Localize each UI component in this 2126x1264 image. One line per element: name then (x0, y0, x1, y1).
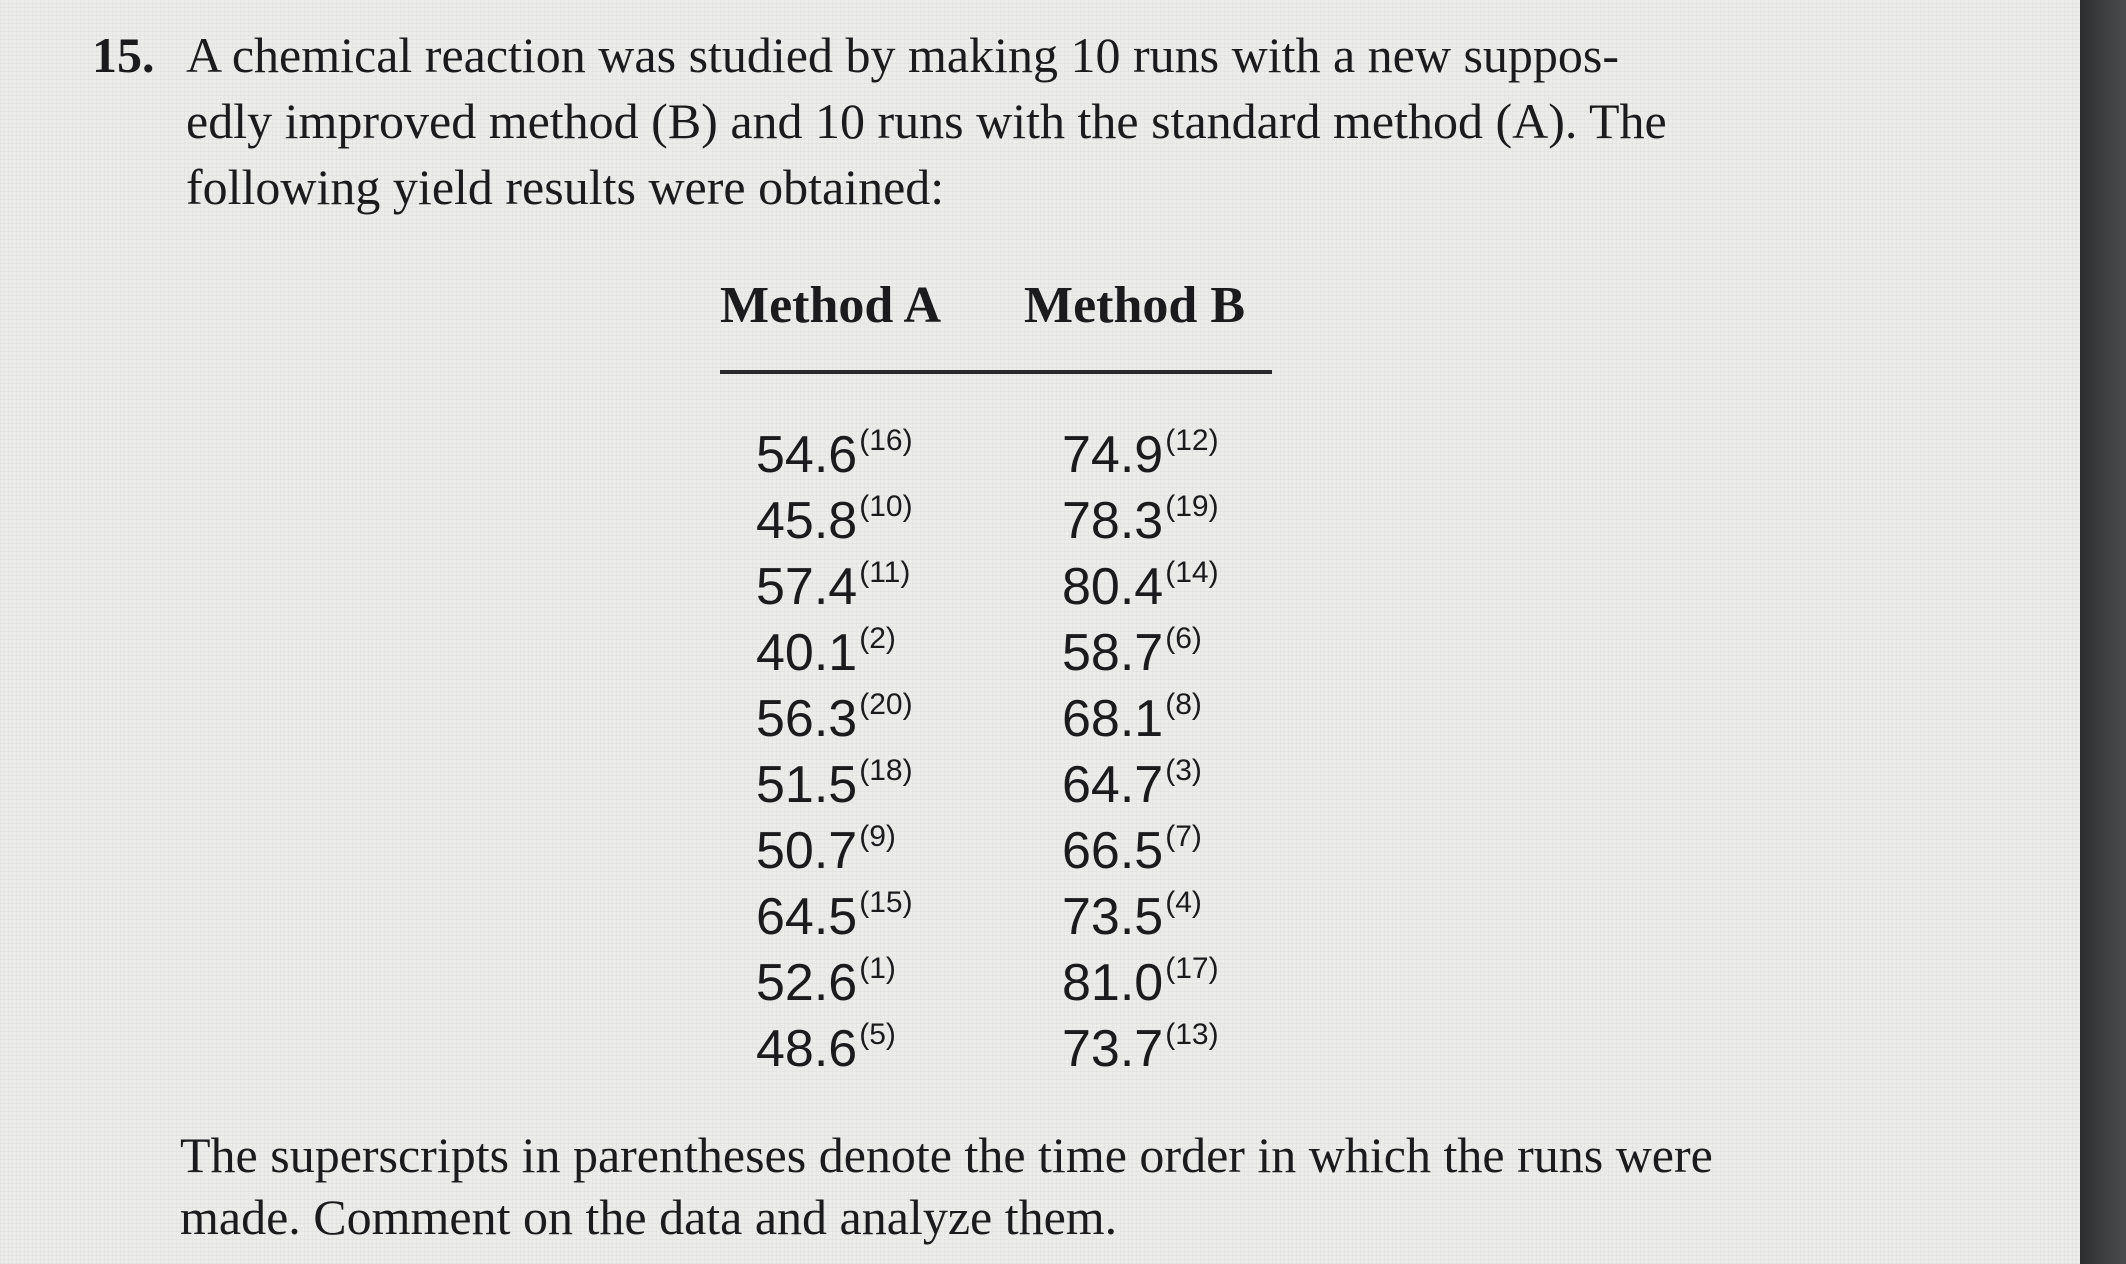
table-row (720, 1002, 1272, 1078)
run-order: (18) (859, 754, 913, 787)
run-order: (20) (859, 688, 913, 721)
table-row (720, 870, 1272, 946)
footnote-line: made. Comment on the data and analyze them. (180, 1189, 1118, 1245)
yield-value: 80.4 (1062, 558, 1164, 616)
yield-value: 73.7 (1062, 1020, 1164, 1078)
problem-number: 15. (92, 27, 155, 83)
method-a-yield (756, 1002, 896, 1082)
run-order: (11) (859, 556, 911, 589)
table-row (720, 474, 1272, 550)
run-order: (14) (1165, 556, 1219, 589)
yield-value: 81.0 (1062, 954, 1164, 1012)
run-order: (10) (859, 490, 913, 523)
run-order: (13) (1165, 1018, 1219, 1051)
table-row (720, 408, 1272, 484)
header-method-a: Method A (720, 277, 941, 334)
yield-value: 56.3 (756, 690, 858, 748)
yield-value: 68.1 (1062, 690, 1164, 748)
header-rule (720, 370, 1272, 374)
yield-value: 52.6 (756, 954, 858, 1012)
run-order: (1) (859, 952, 896, 985)
table-row (720, 606, 1272, 682)
table-row (720, 804, 1272, 880)
yield-value: 66.5 (1062, 822, 1164, 880)
yield-value: 64.5 (756, 888, 858, 946)
yield-value: 64.7 (1062, 756, 1164, 814)
yield-value: 51.5 (756, 756, 858, 814)
run-order: (3) (1165, 754, 1202, 787)
yield-value: 78.3 (1062, 492, 1164, 550)
method-b-yield (1062, 1002, 1219, 1082)
problem-statement (186, 22, 1926, 220)
table-row (720, 738, 1272, 814)
yield-value: 54.6 (756, 426, 858, 484)
problem-statement-line: edly improved method (B) and 10 runs with the standard method (A). The (186, 93, 1667, 149)
yield-value: 58.7 (1062, 624, 1164, 682)
run-order: (19) (1165, 490, 1219, 523)
yield-value: 50.7 (756, 822, 858, 880)
problem-statement-line: A chemical reaction was studied by making 10 runs with a new suppos- (186, 27, 1620, 83)
table-row (720, 936, 1272, 1012)
footnote-line: The superscripts in parentheses denote the time order in which the runs were (180, 1127, 1713, 1183)
run-order: (17) (1165, 952, 1219, 985)
yield-value: 45.8 (756, 492, 858, 550)
table-row (720, 540, 1272, 616)
yield-table (720, 270, 1272, 1078)
run-order: (8) (1165, 688, 1202, 721)
run-order: (6) (1165, 622, 1202, 655)
run-order: (15) (859, 886, 913, 919)
yield-value: 73.5 (1062, 888, 1164, 946)
run-order: (4) (1165, 886, 1202, 919)
yield-value: 74.9 (1062, 426, 1164, 484)
problem-footnote (180, 1124, 1980, 1248)
run-order: (2) (859, 622, 896, 655)
yield-value: 40.1 (756, 624, 858, 682)
run-order: (12) (1165, 424, 1219, 457)
problem-statement-line: following yield results were obtained: (186, 159, 945, 215)
header-method-b: Method B (1024, 277, 1245, 334)
table-header (720, 270, 1272, 360)
run-order: (7) (1165, 820, 1202, 853)
run-order: (16) (859, 424, 913, 457)
table-body (720, 408, 1272, 1078)
table-row (720, 672, 1272, 748)
yield-value: 57.4 (756, 558, 858, 616)
run-order: (5) (859, 1018, 896, 1051)
yield-value: 48.6 (756, 1020, 858, 1078)
run-order: (9) (859, 820, 896, 853)
page-edge-shadow (2080, 0, 2126, 1264)
